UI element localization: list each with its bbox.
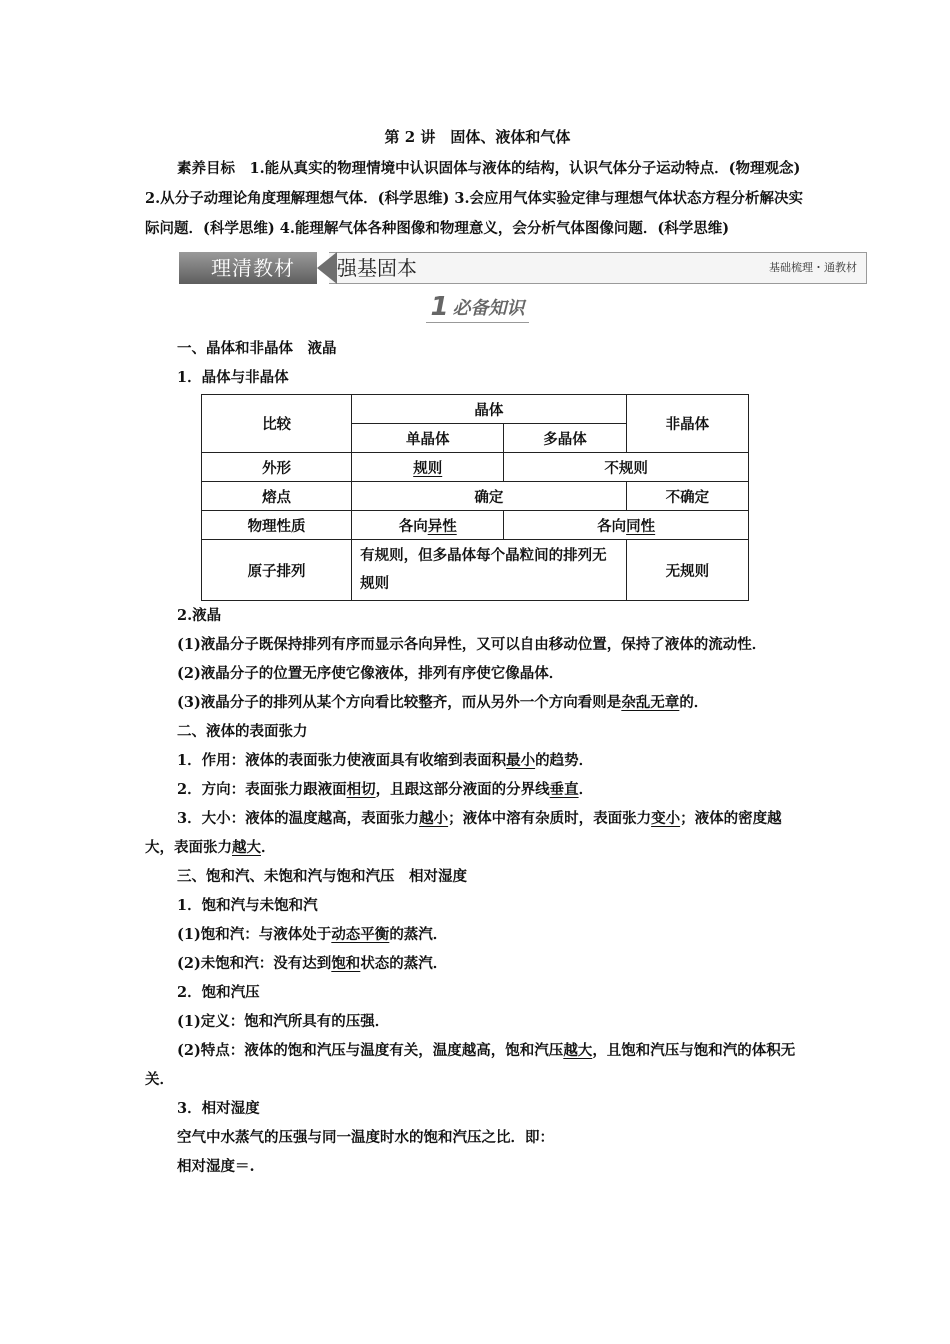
text-run: ，且饱和汽压与饱和汽的体积无关．: [145, 1042, 796, 1088]
subheading: 1．饱和汽与未饱和汽: [177, 897, 318, 914]
underlined-answer: 垂直: [549, 781, 579, 798]
table-cell: 熔点: [202, 482, 352, 511]
table-cell: 原子排列: [202, 540, 352, 601]
text-run: (2)未饱和汽：没有达到: [177, 955, 332, 972]
paragraph: [145, 775, 810, 804]
section-number: 1: [430, 292, 449, 322]
table-cell: 非晶体: [626, 395, 748, 453]
paragraph: (1)定义：饱和汽所具有的压强．: [177, 1013, 390, 1030]
table-cell: [504, 511, 749, 540]
text-run: ；液体的密度越大，表面张力: [145, 810, 782, 856]
paragraph: [145, 920, 810, 949]
text-run: ，且跟这部分液面的分界线: [375, 781, 550, 798]
text-run: ．: [578, 781, 594, 798]
banner-right-label: 基础梳理・通教材: [769, 261, 857, 274]
underlined-answer: 越小: [419, 810, 449, 827]
underlined-answer: 规则: [413, 459, 443, 477]
text-run: 的．: [679, 694, 709, 711]
underlined-answer: 越大: [232, 839, 261, 856]
table-cell: 物理性质: [202, 511, 352, 540]
underlined-answer: 最小: [506, 752, 536, 769]
page-content: [145, 126, 857, 1181]
table-cell: 不确定: [626, 482, 748, 511]
paragraph: 相对湿度＝.: [177, 1158, 255, 1175]
subheading: 3．相对湿度: [177, 1100, 260, 1117]
cell-text: 各向: [597, 517, 627, 535]
text-run: (3)液晶分子的排列从某个方向看比较整齐，而从另外一个方向看则是: [177, 694, 622, 711]
banner-arrow-icon: [317, 252, 337, 284]
paragraph: [145, 688, 810, 717]
underlined-answer: 越大: [563, 1042, 593, 1059]
paragraph: [145, 746, 810, 775]
table-row: [202, 482, 749, 511]
section-text: 必备知识: [452, 298, 525, 319]
text-run: ．: [261, 839, 276, 856]
literacy-goals: [145, 154, 810, 244]
crystal-comparison-table: [201, 394, 749, 601]
underlined-answer: 饱和: [331, 955, 361, 972]
text-run: 3．大小：液体的温度越高，表面张力: [177, 810, 420, 827]
table-cell: 晶体: [352, 395, 627, 424]
section-banner: [179, 252, 867, 286]
underlined-answer: 同性: [626, 517, 656, 535]
table-cell: 外形: [202, 453, 352, 482]
table-cell: [352, 453, 504, 482]
table-cell: 单晶体: [352, 424, 504, 453]
text-run: (2)特点：液体的饱和汽压与温度有关，温度越高，饱和汽压: [177, 1042, 564, 1059]
table-row: [202, 540, 749, 601]
section-heading-wrap: [426, 292, 528, 323]
table-cell: 比较: [202, 395, 352, 453]
table-cell: 多晶体: [504, 424, 626, 453]
text-run: 1．作用：液体的表面张力使液面具有收缩到表面积: [177, 752, 507, 769]
table-cell: 不规则: [504, 453, 749, 482]
table-row: [202, 453, 749, 482]
section-heading: [145, 292, 810, 326]
subheading: 2．饱和汽压: [177, 984, 260, 1001]
heading-crystal: 一、晶体和非晶体 液晶: [177, 340, 337, 357]
heading-saturated-vapor: 三、饱和汽、未饱和汽与饱和汽压 相对湿度: [177, 868, 467, 885]
literacy-text: 1.能从真实的物理情境中认识固体与液体的结构，认识气体分子运动特点．(物理观念) 2.从分子动理论角度理解理想气体．(科学思维) 3.会应用气体实验定律与理想气体状态方程分析解决实际问题．(科学思维) 4.能理解气体各种图像和物理意义，会分析气体图像问题．(科学思维): [145, 160, 804, 237]
table-cell: [352, 511, 504, 540]
lesson-title: 第 2 讲 固体、液体和气体: [384, 128, 571, 146]
banner-light-label: 强基固本: [337, 256, 417, 280]
cell-text: 各向: [398, 517, 428, 535]
table-cell: 确定: [352, 482, 627, 511]
heading-liquid-crystal: 2.液晶: [177, 607, 222, 624]
banner-dark-label: 理清教材: [179, 252, 317, 284]
text-run: 状态的蒸汽．: [360, 955, 448, 972]
table-cell: 有规则，但多晶体每个晶粒间的排列无规则: [352, 540, 627, 601]
heading-surface-tension: 二、液体的表面张力: [177, 723, 308, 740]
paragraph: (1)液晶分子既保持排列有序而显示各向异性，又可以自由移动位置，保持了液体的流动性．: [177, 636, 767, 653]
underlined-answer: 杂乱无章: [621, 694, 680, 711]
paragraph: [145, 949, 810, 978]
paragraph: (2)液晶分子的位置无序使它像液体，排列有序使它像晶体．: [177, 665, 564, 682]
text-run: ；液体中溶有杂质时，表面张力: [448, 810, 652, 827]
underlined-answer: 变小: [651, 810, 681, 827]
table-cell: 无规则: [626, 540, 748, 601]
text-run: 的趋势．: [535, 752, 594, 769]
paragraph: [145, 1036, 810, 1094]
literacy-label: 素养目标: [177, 160, 235, 177]
text-run: (1)饱和汽：与液体处于: [177, 926, 332, 943]
text-run: 的蒸汽．: [389, 926, 448, 943]
table-row: [202, 511, 749, 540]
underlined-answer: 相切: [346, 781, 376, 798]
underlined-answer: 异性: [427, 517, 457, 535]
table-row: [202, 395, 749, 424]
text-run: 2．方向：表面张力跟液面: [177, 781, 347, 798]
underlined-answer: 动态平衡: [331, 926, 390, 943]
heading-crystal-vs-amorphous: 1．晶体与非晶体: [177, 369, 289, 386]
paragraph: [145, 804, 810, 862]
paragraph: 空气中水蒸气的压强与同一温度时水的饱和汽压之比．即：: [177, 1129, 554, 1146]
